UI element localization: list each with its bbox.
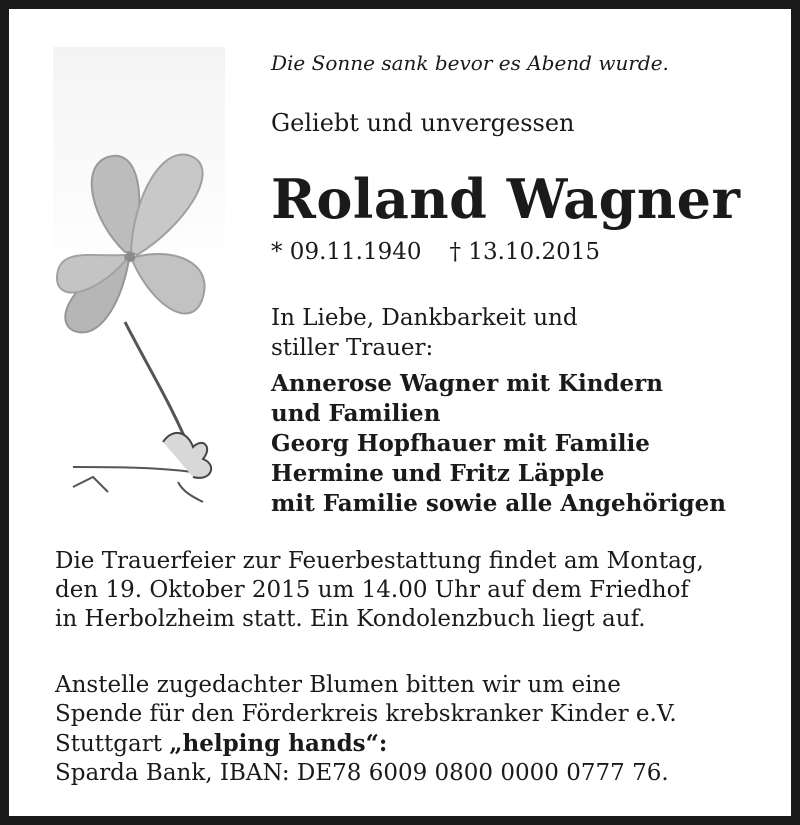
charity-name: „helping hands“: xyxy=(169,730,388,757)
mourners-list xyxy=(271,369,726,519)
motto-text: Die Sonne sank bevor es Abend wurde. xyxy=(271,51,669,75)
ceremony-line: in Herbolzheim statt. Ein Kondolenzbuch liegt auf. xyxy=(55,606,646,632)
mourning-line: stiller Trauer: xyxy=(271,335,434,361)
mourner-line: mit Familie sowie alle Angehörigen xyxy=(271,490,726,517)
donation-line xyxy=(55,729,677,759)
donation-notice xyxy=(55,671,677,788)
deceased-name: Roland Wagner xyxy=(271,167,741,231)
death-date: † 13.10.2015 xyxy=(449,239,600,265)
ceremony-line: Die Trauerfeier zur Feuerbestattung findet am Montag, xyxy=(55,548,704,574)
donation-line: Anstelle zugedachter Blumen bitten wir um eine xyxy=(55,672,621,698)
intro-text: Geliebt und unvergessen xyxy=(271,109,575,137)
ceremony-notice xyxy=(55,547,704,634)
mourner-line: Hermine und Fritz Läpple xyxy=(271,460,605,487)
mourning-text xyxy=(271,303,578,363)
donation-city: Stuttgart xyxy=(55,731,170,757)
donation-line: Spende für den Förderkreis krebskranker Kinder e.V. xyxy=(55,701,677,727)
birth-date: * 09.11.1940 xyxy=(271,239,422,265)
ceremony-line: den 19. Oktober 2015 um 14.00 Uhr auf dem Friedhof xyxy=(55,577,689,603)
mourner-line: Annerose Wagner mit Kindern xyxy=(271,370,663,397)
mourner-line: und Familien xyxy=(271,400,441,427)
life-dates xyxy=(271,239,600,265)
bank-details: Sparda Bank, IBAN: DE78 6009 0800 0000 0777 76. xyxy=(55,760,669,786)
mourner-line: Georg Hopfhauer mit Familie xyxy=(271,430,650,457)
flower-photo-icon xyxy=(53,47,225,512)
mourning-line: In Liebe, Dankbarkeit und xyxy=(271,305,578,331)
